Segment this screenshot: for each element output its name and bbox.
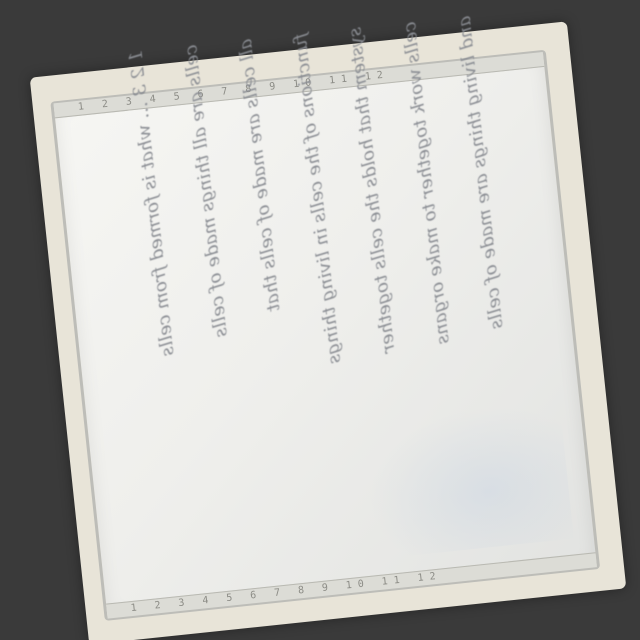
top-ruler-marks: 1 2 3 4 5 6 7 8 9 10 11 12 [77,69,390,113]
whiteboard-frame [30,14,627,640]
handwriting-line: system that holds the cells together [344,26,400,355]
handwriting-line: all cells are made of cells that [234,37,285,313]
handwriting-lines [125,11,566,608]
handwriting-line: cells work together to make organs [398,20,454,346]
handwriting-line: 1 2 3 ... what is formed from cells [125,49,179,358]
handwriting-line: cells are all things made of cells [180,43,232,339]
bottom-ruler-marks: 1 2 3 4 5 6 7 8 9 10 11 12 [130,570,443,615]
handwriting-line: functions of the cells in living things [289,32,346,365]
whiteboard [50,14,600,621]
handwriting-line: and living things are made of cells [453,14,508,331]
